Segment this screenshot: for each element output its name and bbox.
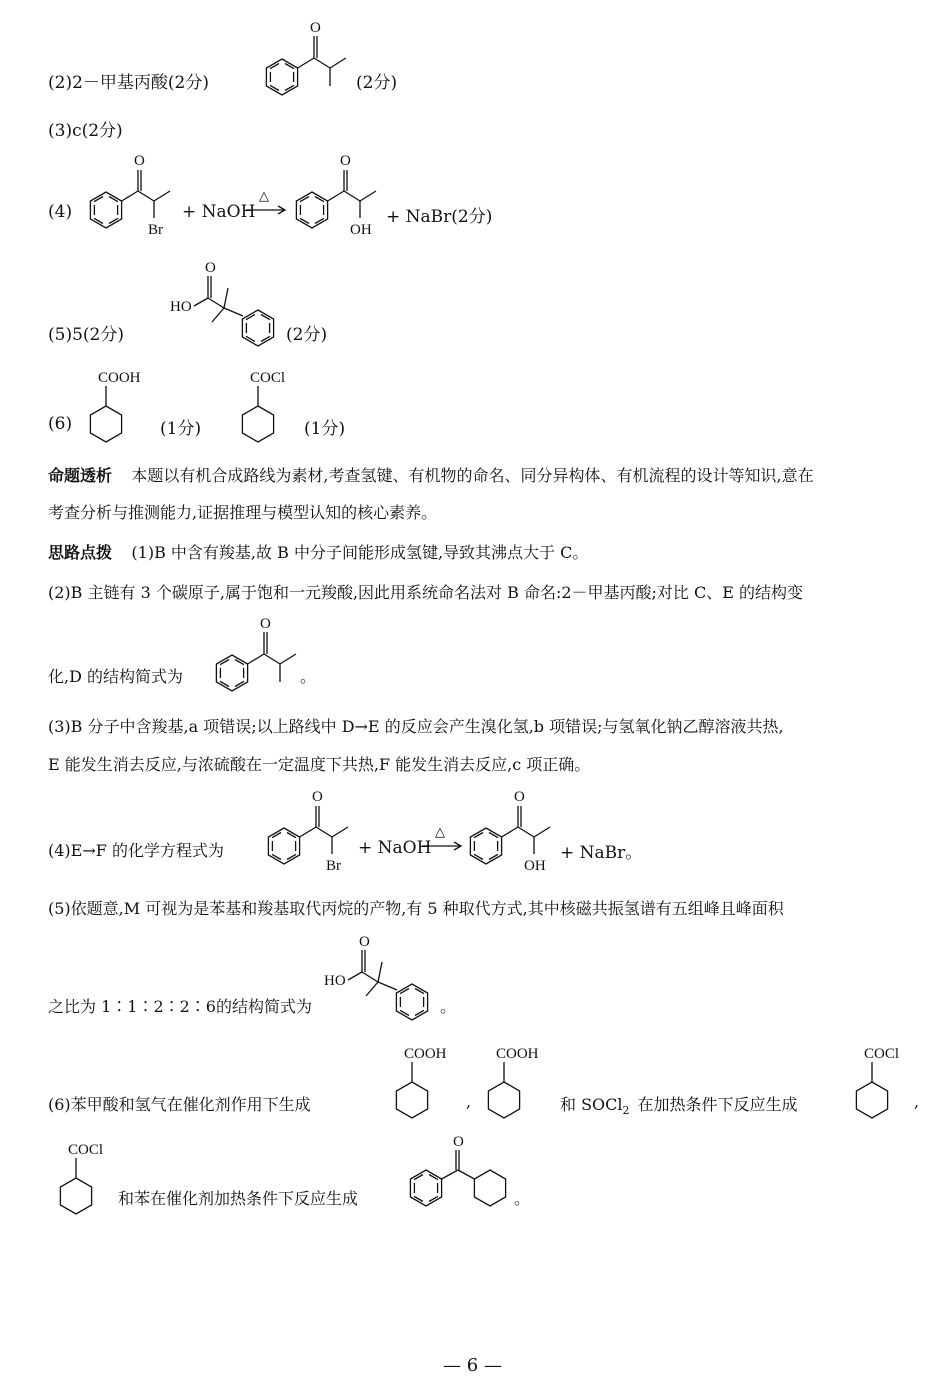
svg-text:COCl: COCl xyxy=(68,1142,104,1158)
hints-p3a: (3)B 分子中含羧基,a 项错误;以上路线中 D→E 的反应会产生溴化氢,b 项错误;与氢氧化钠乙醇溶液共热, xyxy=(48,717,784,736)
hints-p4-end: + NaBr。 xyxy=(560,843,643,863)
analysis-label: 命题透析 xyxy=(48,466,113,485)
hints-p6-end: 。 xyxy=(514,1189,531,1208)
svg-text:O: O xyxy=(312,789,323,805)
svg-text:Br: Br xyxy=(326,858,341,874)
hints-label: 思路点拨 xyxy=(48,543,113,562)
svg-text:OH: OH xyxy=(524,858,546,874)
hints-p2a: (2)B 主链有 3 个碳原子,属于饱和一元羧酸,因此用系统命名法对 B 命名:2－甲基丙酸;对比 C、E 的结构变 xyxy=(48,583,804,602)
hints-p2-end: 。 xyxy=(300,667,317,686)
ketone-structure-d-inline xyxy=(212,618,302,699)
svg-text:HO: HO xyxy=(324,973,346,989)
bromo-ketone-structure xyxy=(84,152,184,247)
hints-p6-socl2-sub: 2 xyxy=(622,1104,630,1118)
hints-p4a: (4)E→F 的化学方程式为 xyxy=(48,841,224,860)
svg-text:O: O xyxy=(310,20,321,36)
hydroxy-ketone-structure-2 xyxy=(464,788,564,883)
page-number: — 6 — xyxy=(443,1355,502,1376)
cyclohexanecarbonyl-chloride-structure-2 xyxy=(846,1042,906,1127)
hints-p6-comma-1: , xyxy=(466,1092,472,1111)
analysis-text-1: 本题以有机合成路线为素材,考查氢键、有机物的命名、同分异构体、有机流程的设计等知识,意在 xyxy=(131,466,814,485)
answer-6-points-1: (1分) xyxy=(160,419,202,439)
svg-text:COCl: COCl xyxy=(864,1046,900,1062)
svg-text:OH: OH xyxy=(350,222,372,238)
svg-text:O: O xyxy=(453,1134,464,1150)
svg-text:COOH: COOH xyxy=(98,370,141,386)
svg-text:O: O xyxy=(514,789,525,805)
hints-p6a: (6)苯甲酸和氢气在催化剂作用下生成 xyxy=(48,1095,311,1114)
svg-text:COOH: COOH xyxy=(496,1046,539,1062)
answer-2-text: (2)2－甲基丙酸(2分) xyxy=(48,73,209,93)
svg-text:O: O xyxy=(205,260,216,276)
answer-2-points: (2分) xyxy=(356,73,398,93)
cyclohexanecarboxylic-acid-structure-3 xyxy=(480,1042,540,1127)
answer-5-label: (5)5(2分) xyxy=(48,325,124,345)
answer-4-label: (4) xyxy=(48,202,73,222)
svg-text:Br: Br xyxy=(148,222,163,238)
svg-text:COOH: COOH xyxy=(404,1046,447,1062)
hints-p6-socl2 xyxy=(560,1092,798,1117)
reaction-arrow-heat xyxy=(246,188,288,223)
hints-p6d: 和苯在催化剂加热条件下反应生成 xyxy=(118,1189,359,1208)
analysis-text-2: 考查分析与推测能力,证据推理与模型认知的核心素养。 xyxy=(48,503,438,522)
hints-p4-naoh: + NaOH xyxy=(358,838,432,858)
hints-p2b: 化,D 的结构简式为 xyxy=(48,667,184,686)
svg-text:COCl: COCl xyxy=(250,370,286,386)
svg-text:△: △ xyxy=(435,825,445,840)
svg-text:O: O xyxy=(134,153,145,169)
hints-p5a: (5)依题意,M 可视为是苯基和羧基取代丙烷的产物,有 5 种取代方式,其中核磁共振氢谱有五组峰且峰面积 xyxy=(48,899,784,918)
answer-4-naoh: + NaOH xyxy=(182,202,256,222)
reaction-arrow-heat-2 xyxy=(422,824,464,859)
hints-p6-comma-2: , xyxy=(914,1092,920,1111)
analysis-line-1 xyxy=(48,463,814,486)
answer-5-points: (2分) xyxy=(286,325,328,345)
svg-text:HO: HO xyxy=(170,299,192,315)
answer-6-label: (6) xyxy=(48,414,73,434)
answer-6-points-2: (1分) xyxy=(304,419,346,439)
cyclohexyl-phenyl-ketone-structure xyxy=(404,1134,514,1219)
hints-p1: (1)B 中含有羧基,故 B 中分子间能形成氢键,导致其沸点大于 C。 xyxy=(131,543,589,562)
cyclohexanecarbonyl-chloride-structure xyxy=(232,366,292,451)
ketone-structure-d xyxy=(262,22,352,103)
hints-p3b: E 能发生消去反应,与浓硫酸在一定温度下共热,F 能发生消去反应,c 项正确。 xyxy=(48,755,591,774)
hints-p6-condition: 在加热条件下反应生成 xyxy=(637,1095,798,1114)
svg-text:O: O xyxy=(340,153,351,169)
acid-structure-m xyxy=(168,258,288,355)
answer-3: (3)c(2分) xyxy=(48,121,123,141)
cyclohexanecarboxylic-acid-structure-2 xyxy=(388,1042,448,1127)
hints-p5-end: 。 xyxy=(440,997,457,1016)
cyclohexanecarbonyl-chloride-structure-3 xyxy=(50,1138,110,1223)
acid-structure-m-inline xyxy=(322,932,442,1029)
answer-4-product-text: + NaBr(2分) xyxy=(386,207,493,227)
hydroxy-ketone-structure xyxy=(290,152,390,247)
hints-p6-socl2-text: 和 SOCl xyxy=(560,1095,623,1114)
svg-text:O: O xyxy=(260,616,271,632)
answer-2 xyxy=(48,68,209,93)
cyclohexanecarboxylic-acid-structure xyxy=(82,366,142,451)
bromo-ketone-structure-2 xyxy=(262,788,362,883)
svg-text:△: △ xyxy=(259,189,269,204)
hints-line-1 xyxy=(48,540,588,563)
hints-p5b: 之比为 1∶1∶2∶2∶6的结构简式为 xyxy=(48,997,312,1016)
svg-text:O: O xyxy=(359,934,370,950)
